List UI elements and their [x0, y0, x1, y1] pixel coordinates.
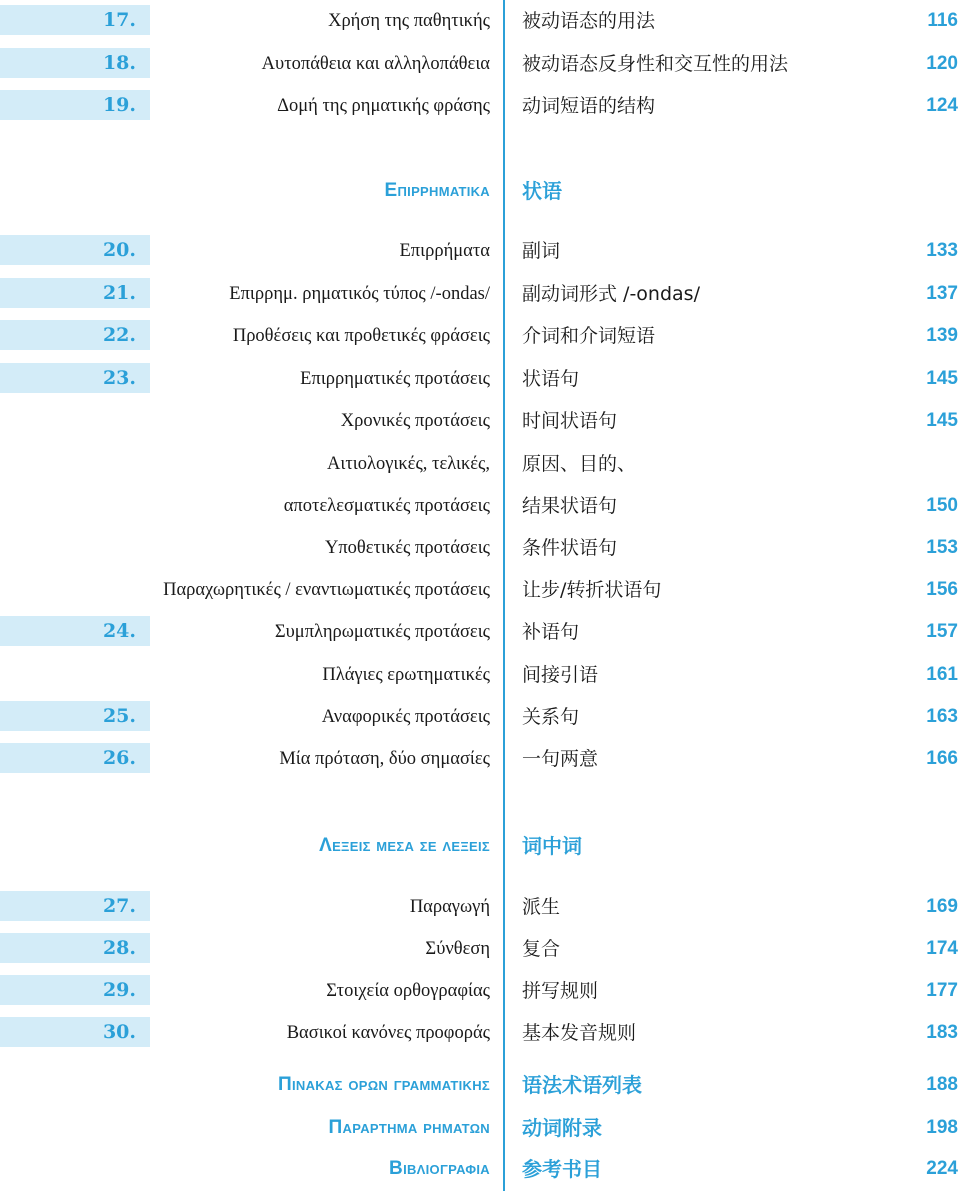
greek-title: Συμπληρωματικές προτάσεις — [274, 622, 490, 642]
chinese-title: 副词 — [522, 240, 561, 262]
chinese-title: 动词短语的结构 — [522, 95, 656, 117]
greek-title: Παραχωρητικές / εναντιωματικές προτάσεις — [163, 580, 490, 600]
page-number: 116 — [927, 10, 958, 31]
toc-entry — [0, 316, 960, 356]
chapter-number: 20. — [0, 235, 150, 265]
page-number: 137 — [926, 283, 958, 304]
toc-entry — [0, 274, 960, 314]
greek-title: Επιρρηματικα — [384, 180, 490, 201]
chinese-title: 补语句 — [522, 621, 580, 643]
toc-entry — [0, 444, 960, 484]
chapter-number: 19. — [0, 90, 150, 120]
greek-title: Λεξεις μεσα σε λεξεις — [319, 835, 490, 856]
chinese-title: 派生 — [522, 896, 561, 918]
greek-title: Αυτοπάθεια και αλληλοπάθεια — [261, 54, 490, 74]
greek-title: Χρονικές προτάσεις — [340, 411, 490, 431]
toc-entry — [0, 739, 960, 779]
chinese-title: 副动词形式 /-ondas/ — [522, 283, 700, 305]
page-number: 174 — [926, 938, 958, 959]
chinese-title: 条件状语句 — [522, 537, 618, 559]
section-header — [0, 826, 960, 866]
toc-entry — [0, 971, 960, 1011]
greek-title: Πλάγιες ερωτηματικές — [322, 665, 490, 685]
greek-title: Μία πρόταση, δύο σημασίες — [279, 749, 490, 769]
chapter-number: 22. — [0, 320, 150, 350]
chapter-number: 24. — [0, 616, 150, 646]
chinese-title: 被动语态的用法 — [522, 10, 656, 32]
greek-title: αποτελεσματικές προτάσεις — [283, 496, 490, 516]
chinese-title: 语法术语列表 — [522, 1073, 642, 1097]
chinese-title: 拼写规则 — [522, 980, 599, 1002]
toc-entry — [0, 401, 960, 441]
greek-title: Επιρρημ. ρηματικός τύπος /-ondas/ — [229, 284, 490, 304]
toc-entry — [0, 44, 960, 84]
chinese-title: 结果状语句 — [522, 495, 618, 517]
greek-title: Βασικοί κανόνες προφοράς — [286, 1023, 490, 1043]
chinese-title: 让步/转折状语句 — [522, 579, 662, 601]
greek-title: Δομή της ρηματικής φράσης — [277, 96, 490, 116]
greek-title: Επιρρηματικές προτάσεις — [300, 369, 490, 389]
greek-title: Παραρτημα ρηματων — [328, 1117, 490, 1138]
toc-entry — [0, 486, 960, 526]
greek-title: Στοιχεία ορθογραφίας — [326, 981, 490, 1001]
chinese-title: 原因、目的、 — [522, 453, 637, 475]
page-number: 153 — [926, 537, 958, 558]
chinese-title: 关系句 — [522, 706, 580, 728]
toc-entry — [0, 570, 960, 610]
page-number: 177 — [926, 980, 958, 1001]
toc-entry — [0, 612, 960, 652]
greek-title: Αναφορικές προτάσεις — [321, 707, 490, 727]
toc-entry — [0, 359, 960, 399]
greek-title: Παραγωγή — [409, 897, 490, 917]
page-number: 145 — [926, 410, 958, 431]
chapter-number: 27. — [0, 891, 150, 921]
greek-title: Υποθετικές προτάσεις — [324, 538, 490, 558]
greek-title: Χρήση της παθητικής — [328, 11, 490, 31]
page-number: 133 — [926, 240, 958, 261]
chinese-title: 基本发音规则 — [522, 1022, 637, 1044]
section-header — [0, 1149, 960, 1189]
chinese-title: 状语 — [522, 179, 562, 203]
toc-entry — [0, 655, 960, 695]
greek-title: Βιβλιογραφια — [389, 1158, 490, 1179]
greek-title: Σύνθεση — [425, 939, 490, 959]
chinese-title: 被动语态反身性和交互性的用法 — [522, 53, 789, 75]
chapter-number: 29. — [0, 975, 150, 1005]
page-number: 124 — [926, 95, 958, 116]
chapter-number: 21. — [0, 278, 150, 308]
toc-entry — [0, 1013, 960, 1053]
greek-title: Αιτιολογικές, τελικές, — [326, 454, 490, 474]
toc-entry — [0, 1, 960, 41]
chapter-number: 23. — [0, 363, 150, 393]
chinese-title: 介词和介词短语 — [522, 325, 656, 347]
chapter-number: 25. — [0, 701, 150, 731]
toc-entry — [0, 697, 960, 737]
page-number: 224 — [926, 1158, 958, 1179]
chapter-number: 17. — [0, 5, 150, 35]
page-number: 166 — [926, 748, 958, 769]
chinese-title: 词中词 — [522, 834, 582, 858]
page-number: 145 — [926, 368, 958, 389]
page-number: 150 — [926, 495, 958, 516]
chinese-title: 时间状语句 — [522, 410, 618, 432]
chapter-number: 28. — [0, 933, 150, 963]
toc-entry — [0, 887, 960, 927]
section-header — [0, 1108, 960, 1148]
chapter-number: 30. — [0, 1017, 150, 1047]
page-number: 161 — [926, 664, 958, 685]
page-number: 169 — [926, 896, 958, 917]
page-number: 157 — [926, 621, 958, 642]
page-number: 156 — [926, 579, 958, 600]
chinese-title: 复合 — [522, 938, 561, 960]
page-number: 120 — [926, 53, 958, 74]
toc-entry — [0, 86, 960, 126]
toc-entry — [0, 929, 960, 969]
page-number: 139 — [926, 325, 958, 346]
greek-title: Επιρρήματα — [399, 241, 490, 261]
toc-entry — [0, 231, 960, 271]
page-number: 183 — [926, 1022, 958, 1043]
page-number: 198 — [926, 1117, 958, 1138]
chapter-number: 26. — [0, 743, 150, 773]
toc-entry — [0, 528, 960, 568]
chinese-title: 状语句 — [522, 368, 580, 390]
section-header — [0, 171, 960, 211]
chinese-title: 间接引语 — [522, 664, 599, 686]
section-header — [0, 1065, 960, 1105]
chinese-title: 动词附录 — [522, 1116, 602, 1140]
greek-title: Πινακας ορων γραμματικης — [277, 1074, 490, 1095]
page-number: 188 — [926, 1074, 958, 1095]
page-number: 163 — [926, 706, 958, 727]
chinese-title: 参考书目 — [522, 1157, 602, 1181]
chinese-title: 一句两意 — [522, 748, 599, 770]
chapter-number: 18. — [0, 48, 150, 78]
greek-title: Προθέσεις και προθετικές φράσεις — [232, 326, 490, 346]
